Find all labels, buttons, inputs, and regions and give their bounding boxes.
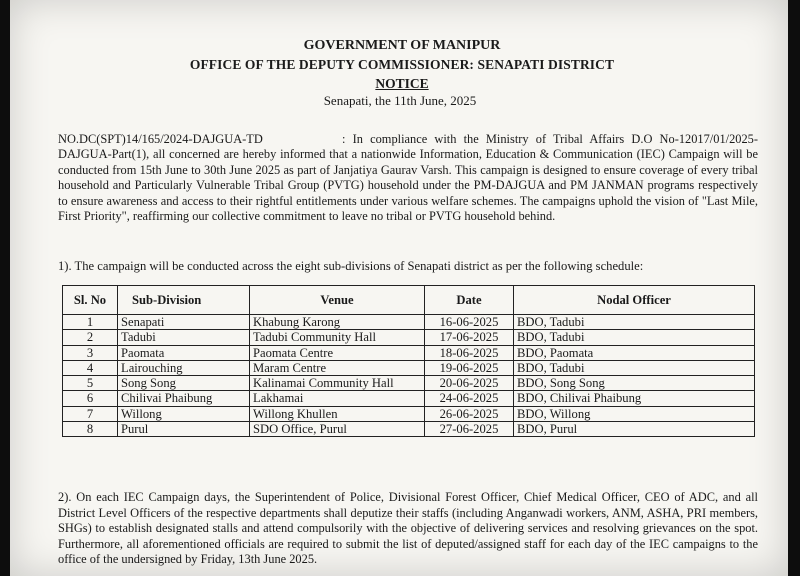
cell-sl-no: 5 <box>63 376 118 391</box>
schedule-table <box>62 285 755 437</box>
cell-venue: SDO Office, Purul <box>250 422 425 437</box>
document-page <box>10 0 788 576</box>
directive-paragraph: 2). On each IEC Campaign days, the Superintendent of Police, Divisional Forest Officer, Chief Medical Officer, CEO of ADC, and all District Level Officers of the respective departments shall deputize their staffs (including Anganwadi workers, ANM, ASHA, PRI members, SHGs) to establish designated stalls and attend compulsorily with the objective of delivering services and resolving grievances on the spot. Furthermore, all aforementioned officials are required to submit the list of deputed/assigned staff for each day of the IEC campaigns to the office of the undersigned by Friday, 13th June 2025. <box>58 490 758 567</box>
table-row <box>63 360 755 375</box>
cell-venue: Maram Centre <box>250 360 425 375</box>
cell-nodal-officer: BDO, Willong <box>514 406 755 421</box>
cell-sub-division: Chilivai Phaibung <box>118 391 250 406</box>
cell-sl-no: 8 <box>63 422 118 437</box>
col-date: Date <box>425 286 514 315</box>
cell-sl-no: 3 <box>63 345 118 360</box>
cell-nodal-officer: BDO, Tadubi <box>514 315 755 330</box>
cell-venue: Willong Khullen <box>250 406 425 421</box>
cell-sl-no: 4 <box>63 360 118 375</box>
cell-sub-division: Willong <box>118 406 250 421</box>
cell-sub-division: Senapati <box>118 315 250 330</box>
table-row <box>63 345 755 360</box>
col-sl-no: Sl. No <box>63 286 118 315</box>
table-row <box>63 330 755 345</box>
cell-sub-division: Lairouching <box>118 360 250 375</box>
intro-paragraph <box>58 132 758 224</box>
cell-date: 17-06-2025 <box>425 330 514 345</box>
cell-nodal-officer: BDO, Tadubi <box>514 330 755 345</box>
cell-date: 24-06-2025 <box>425 391 514 406</box>
cell-venue: Kalinamai Community Hall <box>250 376 425 391</box>
notice-heading: NOTICE <box>375 76 429 91</box>
cell-sub-division: Paomata <box>118 345 250 360</box>
government-heading: GOVERNMENT OF MANIPUR <box>303 38 501 53</box>
office-heading: OFFICE OF THE DEPUTY COMMISSIONER: SENAPATI DISTRICT <box>189 57 615 72</box>
cell-venue: Paomata Centre <box>250 345 425 360</box>
cell-date: 27-06-2025 <box>425 422 514 437</box>
table-row <box>63 406 755 421</box>
cell-sub-division: Purul <box>118 422 250 437</box>
col-nodal-officer: Nodal Officer <box>514 286 755 315</box>
cell-date: 19-06-2025 <box>425 360 514 375</box>
col-venue: Venue <box>250 286 425 315</box>
date-line: Senapati, the 11th June, 2025 <box>323 93 477 108</box>
cell-date: 16-06-2025 <box>425 315 514 330</box>
schedule-intro: 1). The campaign will be conducted across the eight sub-divisions of Senapati district as per the following schedule: <box>58 259 644 273</box>
table-row <box>63 422 755 437</box>
cell-date: 26-06-2025 <box>425 406 514 421</box>
cell-nodal-officer: BDO, Purul <box>514 422 755 437</box>
cell-nodal-officer: BDO, Tadubi <box>514 360 755 375</box>
cell-date: 20-06-2025 <box>425 376 514 391</box>
cell-sub-division: Song Song <box>118 376 250 391</box>
table-row <box>63 391 755 406</box>
cell-sl-no: 6 <box>63 391 118 406</box>
cell-venue: Khabung Karong <box>250 315 425 330</box>
cell-date: 18-06-2025 <box>425 345 514 360</box>
cell-nodal-officer: BDO, Chilivai Phaibung <box>514 391 755 406</box>
cell-sl-no: 2 <box>63 330 118 345</box>
table-row <box>63 315 755 330</box>
cell-nodal-officer: BDO, Song Song <box>514 376 755 391</box>
cell-sl-no: 1 <box>63 315 118 330</box>
cell-sl-no: 7 <box>63 406 118 421</box>
table-row <box>63 376 755 391</box>
reference-number: NO.DC(SPT)14/165/2024-DAJGUA-TD <box>58 132 263 146</box>
cell-nodal-officer: BDO, Paomata <box>514 345 755 360</box>
table-header-row <box>63 286 755 315</box>
intro-text: : In compliance with the Ministry of Tribal Affairs D.O No-12017/01/2025-DAJGUA-Part(1), all concerned are hereby informed that a nationwide Information, Education & Communication (IEC) Campaign will be conducted from 15th June to 30th June 2025 as part of Janjatiya Gaurav Varsh. This campaign is designed to ensure coverage of every tribal household and Particularly Vulnerable Tribal Group (PVTG) household under the PM-DAJGUA and PM JANMAN programs respectively to ensure awareness and access to their rightful entitlements under various welfare schemes. The campaigns uphold the vision of "Last Mile, First Priority", reaffirming our collective commitment to leave no tribal or PVTG household behind. <box>58 132 758 224</box>
cell-sub-division: Tadubi <box>118 330 250 345</box>
cell-venue: Tadubi Community Hall <box>250 330 425 345</box>
cell-venue: Lakhamai <box>250 391 425 406</box>
col-sub-division: Sub-Division <box>118 286 250 315</box>
